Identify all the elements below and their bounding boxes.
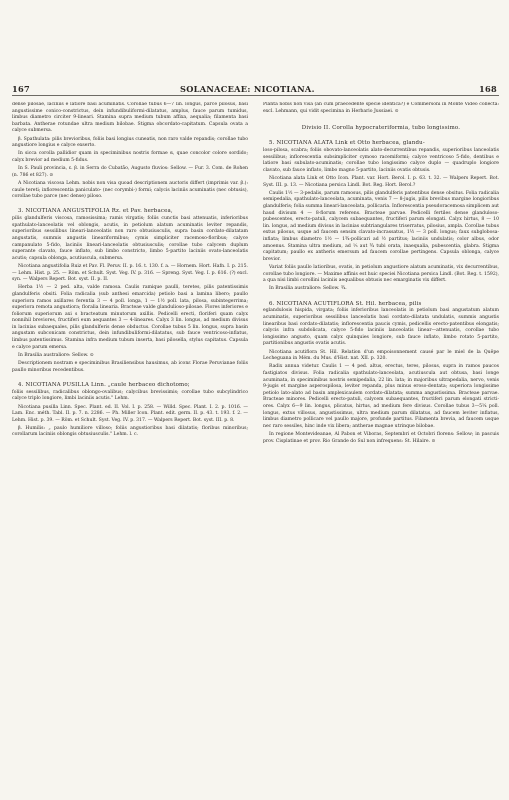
species-heading: 4. NICOTIANA PUSILLA Linn. „caule herbaceo dichotomo; <box>18 381 190 388</box>
paragraph: β. Humilis: „ paulo humiliore villoso; foliis angustioribus basi dilatatis; floribus minoribus; corollarum laciniis oblongis obtusiusculis." Lehm. l. c. <box>12 425 248 438</box>
section-gap <box>263 134 499 139</box>
paragraph: Variat foliis paullo latioribus, ovatis, in petiolum angustiore alatum acuminatis, vix decurrentibus, corollae tubo longiore. — Maxime affinis est huic speciei Nicotiana persica Lindl. (Bot. Reg. t. 1592), a qua nisi limbi corollini laciniis aequalibus obtusis nec emarginatis vix differt. <box>263 264 499 284</box>
page-number-right: 168 <box>479 84 497 94</box>
paragraph: β. Spathulata: pilis brevioribus, foliis basi longius cuneatis, non raro valde repandis; corollae tubo angustiore longius e calyce exserto. <box>12 136 248 149</box>
paragraph: eglandulosis hispida, virgata; foliis inferioribus lanceolatis in petiolum basi angustatum alatum acuminatis, superioribus sessilibus lanceolatis basi cordato-dilatata undulatis, summis angustis linearibus basi cordato-dilatatis; inflorescentia paucis cymis, pedicellis erecto-patentibus elongatis; calycis infra subdolicata, calyce 5-fido laciniis lanceolatis linear—attenuatis, corollae tubo longissimo angusto, quam calyx quinquies longiore, sub fauce inflato, limbo rotato 5-partito, partitionibus angustis ovatis acutis. <box>263 308 499 347</box>
paragraph: A Nicotiana viscosa Lehm. nobis non visa quoad descriptionem auctoris differt (imprimis var. β.): caule tereti; inflorescentia paniculato- (nec corymbi-) formi; calycis laciniis acuminatis (nec obtusis), corollae tubo parce (nec dense) piloso. <box>12 180 248 200</box>
paragraph: Herba 1½ — 2 ped. alta, valde ramosa. Caulis ramique paulli, teretes, pilis patentissimis glandulferis obsiti. Folia radicalia (sub anthesi emarcida) petiolo basi a lamina libero; paullo superiora ramos axillares ferentia 3 — 4 poll. longa, 1 — 1½ poll. lata, pilosa, subintegerrima; superiora remota angustiora; floralia linearia. Bracteae valde glandulioso-pilosae. Flores inferiores e foliorum superiorum axi s bracteatum minutorum axillis. Pedicelli erecti, floriferi quam calyx nonnihil breviores, fructiferi eum aequantes 3 — 4-lineares. Calyx 3 lin. longus, ad medium divisus in lacinias subaequales, pilis glandulferis dense obductus. Corollae tubus 5 lin. longus, supra basin angustam subconicam constrictus, dein infundibuliformi-dilatatus, sub fauce ventricoso-inflatus, limbus patentissimus. Stamina infra medium tubum inserta, basi pilosella, stylus capitatus. Capsula e calyce parum emersa. <box>12 285 248 350</box>
paragraph: Nicotiana acutiflora St. Hil. Relation d'un empoisonnement causé par le miel de la Quêpe Lecheguana in Mém. du Mus. d'Hist. nat. XII. p. 320. <box>263 349 499 362</box>
header-rule <box>12 95 499 96</box>
species-heading: 6. NICOTIANA ACUTIFLORA St. Hil. herbacea, pilis <box>269 300 422 307</box>
page-header <box>12 82 499 96</box>
paragraph: dense pilosae, laciniis e latiore basi acuminatis. Corollae tubus 6—7 lin. longus, parce pilosus, basi angustissime conico-constrictus, dein infundibuliformi-dilatatus, amplus, fauce parum tumidus, limbus diametro circiter 9-lineari. Stamina supra medium tubum affixa, aequalia; filamenta basi barbata. Antherae rotundae ultra medium bilobae. Stigma obcordato-capitatum. Capsula ovata a calyce submersa. <box>12 102 248 134</box>
paragraph: Radix annua videtur. Caulis 1 — 4 ped. altus, erectus, teres, pilosus, supra in ramos paucos fastigiatos divisus. Folia radicalia spathulato-lanceolata, acutiuscula aut obtusa, basi longe acuminata, in speciminibus nostris semipedalia, 22 lin. lata; in majoribus ultrapedalia, nervo, venis 9-jugis et margine asperospilosa, leviter repanda, plus minus eroso-dentata; superiora longissime petiolo lato-alato ad basin amplexicaulem cordato-dilatata; summa angustissima. Bracteae parvae. Bracteae minores. Pedicelli erecto-patuli, calycem subaequantes, fructiferi parum elongati stricti-ores. Calyx 6—9 lin. longus, plicatus, hirtus, ad medium fere divisus. Corollae tubus 3—5¼ poll. longus, extus villosus, angustissimus, ultra medium parum dilatatus, ad faucem leviter inflatus, limbus diametro pollicare vel paullo majore, profunde partitus. Filamenta brevia, ad faucem usque nec raro sessiles, hinc inde vix libera; antherae magnae utrinque bilobae. <box>263 364 499 429</box>
paragraph: Nicotiana pusilla Linn. Spec. Plant. ed. II. Vol. I. p. 258. — Willd. Spec. Plant. I. 2. p. 1016. — Lam. Enc. méth. Tabl. II. p. 7. n. 2286. — Ph. Miller Icon. Plant. edit. germ. II. p. 43. t. 193. f. 2. — Lehm. Hist. p. 39. — Röm. et Schult. Syst. Veg. IV. p. 317. — Walpers Repert. Bot. syst. III. p. 8. <box>12 404 248 423</box>
right-column <box>263 102 499 792</box>
section-gap <box>263 117 499 122</box>
paragraph: In Brasilia australiore: Sellow. ⊙ <box>18 352 94 358</box>
paragraph: loso-pilosa, scabra; foliis obovato-lanceolatis alato-decurrentibus repandis, superioribus lanceolatis sessilibus; inflorescentia subsimpliciter cymoso racemiformi; calyce ventricoso 5-fido, dentibus e latiore basi subulato-acuminatis; corollae tubo longissimo calyce duplo — quadruplo longiore clavato, sub fauce inflato, limbo magno 5-partito, laciniis ovatis obtusis. <box>263 148 499 173</box>
species-heading: 3. NICOTIANA ANGUSTIFOLIA Rz. et Pav. herbacea, <box>18 208 173 215</box>
paragraph: In sicca corolla pallidior quam in speciminibus nostris formae α, quae concolor colore sordido; calyx brevior ad medium 5-fidus. <box>12 151 248 163</box>
paragraph: Planta nobis non visa (an cum praecedente specie identica?) e Commersoni in Monte Video collecta: excl. Lehmann, qui vidit specimina in Herbario Jussiaei. ⊙ <box>263 102 499 114</box>
paragraph: In Brasilia australiore: Sellow. ¾. <box>269 286 347 292</box>
paragraph: Caulis 1½ — 3-pedalis, parum ramosus, pilis glandulferis patentibus dense obsitus. Folia radicalia semipedalia, spathulato-lanceolata, acuminata, venis 7 — 8-jugis, pilis brevibus margine longioribus glandulferis; folia summa lineari-lanceolata, pollicaria. Inflorescentia pseudoracemosa simplicem aut haud divisum 4 — 8-florum referens. Bracteae parvae. Pedicelli fertiles dense glanduloso-pubescentes, erecto-patuli, calycem subaequantes, fructiferi parum elongati. Calyx hirtus, 8 — 10 lin. longus, ad medium divisus in lacinias subtriangulares triserratus, pilosius, ampla. Corollae tubus extus pilosus, usque ad faucem sensim clavato-incrassatus, 1½ — 3 poll. longus; faux subglobosa-inflata; limbus diametro 1½ — 1¾-pollicari ad ½ partitus; laciniis undulatis; color albus, odor amoenus. Stamina ultra medium, ad ⅓ aut ¾ tubi orata, inaequalia, pubescentia, glabra. Stigma capitatum; paullo ex antheris emersum ad faucem corollae pertingens. Capsula oblonga, calyce brevior. <box>263 190 499 262</box>
paragraph: In regione Montevideanae, Al Pabon et Viboras, Septembri et Octobri florens: Sellow; in pascuis prov. Cisplatinae et prov. Rio Grande do Sul non infrequens: St. Hilaire. ⊙ <box>263 431 499 444</box>
left-column <box>12 102 248 792</box>
section-gap <box>12 376 248 381</box>
paragraph: Descriptionem nostram e speciminibus Brasiliensibus hausimus, ab iconε Florae Peruvianae foliis paullo minoribus recedentibus. <box>12 361 248 373</box>
section-gap <box>263 295 499 300</box>
paragraph: pilis glandulferis viscosa, ramosissima; ramis virgatis; foliis cunctis basi attenuatis, inferioribus spathulato-lanceolatis vel oblongis, acutis, in petiolum alatum acuminatis leviter repandis, superioribus sessilibus lineari-lanceolatis non raro obtusiusculis, supra basin cordato-dilatatam angustatis, summis angustis lineariformibus; cymis simpliciter racemoso-floribus; calyce campanulato 5-fido, laciniis lineari-lanceolatis obtusiusculis; corollae tubo calycem duplum superante clavato, fauce inflato, sub limbo constricto, limbo 5-partito laciniis ovato-lanceolatis acutis; capsula oblonga, acutiuscula, submersa. <box>12 216 248 261</box>
paragraph: Nicotiana angustifolia Ruiz et Pav. Fl. Peruv. II. p. 16. t. 130. f. a. — Hornem. Hort. Hafn. I. p. 215. — Lehm. Hist. p. 25. — Röm. et Schult. Syst. Veg. IV. p. 316. — Spreng. Syst. Veg. I. p. 616. (?) excl. syn. — Walpers Repert. Bot. syst. II. p. II. <box>12 263 248 283</box>
page-number-left: 167 <box>12 84 30 94</box>
species-heading: 5. NICOTIANA ALATA Link et Otto herbacea, glandu- <box>269 140 425 147</box>
page <box>12 82 499 794</box>
division-heading: Divisio II. Corolla hypocrateriformia, tubo longissimo. <box>301 124 461 131</box>
paragraph: Nicotiana alata Link et Otto Icon. Plant. var. Hort. Berol. I. p. 63. t. 32. — Walpers Repert. Bot. Syst. III. p. 13. — Nicotiana persica Lindl. Bot. Reg. Hort. Berol.? <box>263 176 499 188</box>
section-gap <box>12 202 248 207</box>
paragraph: foliis sessilibus, radicalibus oblongo-ovalibus; calycibus brevissimis; corollae tubo subcylindrico calyce triplo longiore, limbi laciniis acutis." Lehm. <box>12 389 248 402</box>
running-title: SOLANACEAE: NICOTIANA. <box>180 84 315 94</box>
paragraph: In S. Pauli provincia, ε. β. in Serra do Cubatão, Augusto fluvios: Sellow. — Fur. 3. Com. de Rohen (n. 786 et 827). ⊙ <box>12 166 248 178</box>
